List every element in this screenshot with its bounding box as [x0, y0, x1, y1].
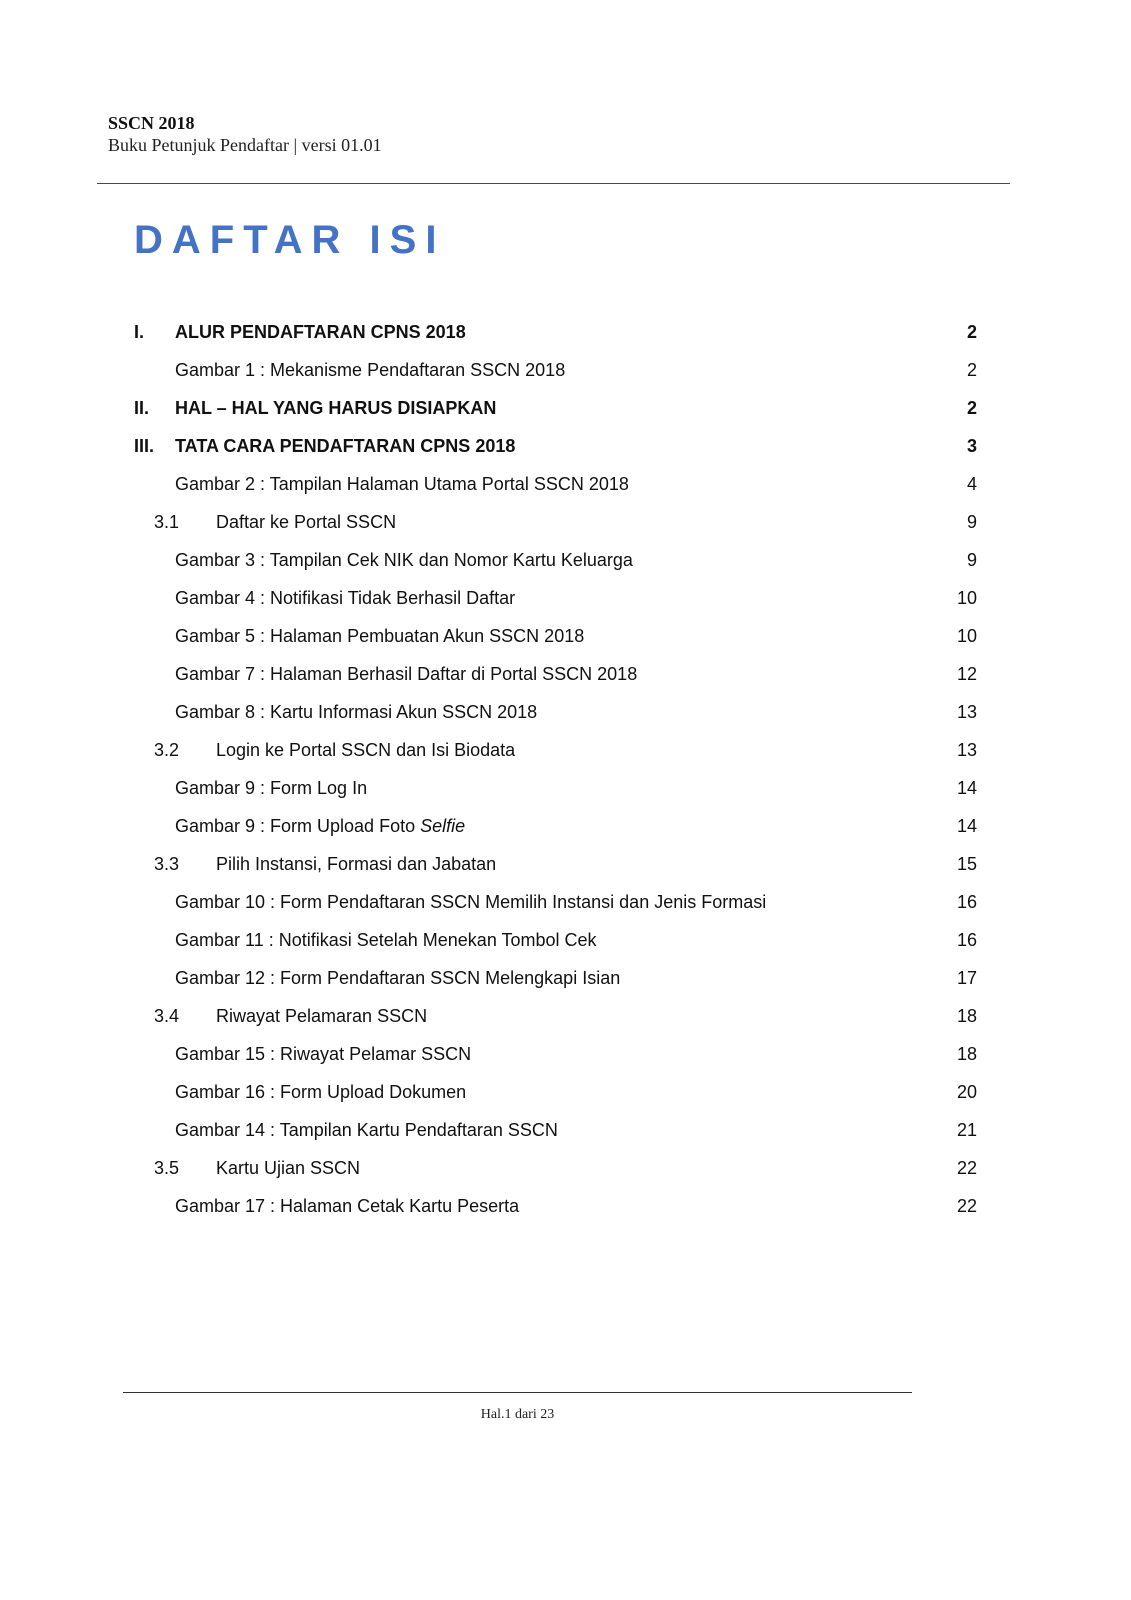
- toc-entry-title-text: Gambar 14 : Tampilan Kartu Pendaftaran SSCN: [175, 1120, 558, 1140]
- toc-entry-title-text: Gambar 7 : Halaman Berhasil Daftar di Portal SSCN 2018: [175, 664, 638, 684]
- toc-entry-section[interactable]: [134, 997, 977, 1035]
- toc-entry-figure[interactable]: [134, 807, 977, 845]
- toc-entry-title: [175, 1073, 466, 1111]
- toc-entry-title-text: HAL – HAL YANG HARUS DISIAPKAN: [175, 398, 497, 418]
- toc-entry-page-number: 22: [956, 1196, 977, 1216]
- toc-entry-title-text: Gambar 8 : Kartu Informasi Akun SSCN 2018: [175, 702, 538, 722]
- toc-entry-page-number: 16: [956, 930, 977, 950]
- toc-entry-title-text: Pilih Instansi, Formasi dan Jabatan: [216, 854, 497, 874]
- toc-entry-figure[interactable]: [134, 351, 977, 389]
- toc-entry-page-number: 17: [956, 968, 977, 988]
- toc-entry-title: [216, 1149, 360, 1187]
- toc-entry-title: [175, 427, 515, 465]
- toc-entry-page-number: 14: [956, 816, 977, 836]
- toc-entry-number: III.: [134, 436, 155, 456]
- toc-entry-title: [175, 465, 629, 503]
- toc-entry-title-text: Riwayat Pelamaran SSCN: [216, 1006, 428, 1026]
- toc-entry-figure[interactable]: [134, 579, 977, 617]
- toc-entry-title-text: Gambar 12 : Form Pendaftaran SSCN Melengkapi Isian: [175, 968, 621, 988]
- toc-entry-title-text: Gambar 9 : Form Upload Foto: [175, 816, 416, 836]
- toc-entry-title-text: Login ke Portal SSCN dan Isi Biodata: [216, 740, 516, 760]
- toc-entry-figure[interactable]: [134, 1187, 977, 1225]
- toc-entry-figure[interactable]: [134, 655, 977, 693]
- toc-entry-title: [175, 655, 637, 693]
- toc-entry-page-number: 2: [966, 360, 977, 380]
- document-title: SSCN 2018: [108, 113, 195, 133]
- toc-entry-title: [175, 693, 537, 731]
- toc-entry-title-text: TATA CARA PENDAFTARAN CPNS 2018: [175, 436, 516, 456]
- toc-entry-figure[interactable]: [134, 693, 977, 731]
- toc-entry-page-number: 10: [956, 588, 977, 608]
- toc-entry-title: [175, 617, 584, 655]
- toc-entry-title-text: Gambar 9 : Form Log In: [175, 778, 368, 798]
- toc-entry-figure[interactable]: [134, 541, 977, 579]
- toc-entry-page-number: 15: [956, 854, 977, 874]
- toc-entry-chapter[interactable]: [134, 389, 977, 427]
- toc-entry-title: [216, 997, 427, 1035]
- toc-entry-title-text: Gambar 1 : Mekanisme Pendaftaran SSCN 2018: [175, 360, 566, 380]
- toc-entry-page-number: 12: [956, 664, 977, 684]
- toc-entry-title: [216, 503, 396, 541]
- toc-entry-figure[interactable]: [134, 1111, 977, 1149]
- toc-entry-title: [175, 351, 565, 389]
- toc-entry-title: [175, 807, 465, 845]
- toc-entry-section[interactable]: [134, 845, 977, 883]
- toc-entry-title-text: Gambar 15 : Riwayat Pelamar SSCN: [175, 1044, 472, 1064]
- toc-entry-title-text: Gambar 11 : Notifikasi Setelah Menekan Tombol Cek: [175, 930, 597, 950]
- toc-entry-page-number: 18: [956, 1044, 977, 1064]
- toc-entry-page-number: 2: [966, 322, 977, 342]
- running-header: [108, 112, 382, 156]
- toc-entry-title: [175, 1035, 471, 1073]
- toc-entry-page-number: 2: [966, 398, 977, 418]
- toc-entry-title: [175, 389, 496, 427]
- toc-entry-figure[interactable]: [134, 1035, 977, 1073]
- toc-entry-title-text: Gambar 17 : Halaman Cetak Kartu Peserta: [175, 1196, 520, 1216]
- toc-entry-title: [175, 921, 597, 959]
- toc-entry-number: 3.2: [154, 740, 180, 760]
- page-number-footer: Hal.1 dari 23: [480, 1407, 555, 1422]
- toc-entry-title: [216, 731, 515, 769]
- toc-entry-chapter[interactable]: [134, 427, 977, 465]
- toc-entry-title-text: Kartu Ujian SSCN: [216, 1158, 361, 1178]
- toc-entry-section[interactable]: [134, 503, 977, 541]
- toc-entry-title-text: ALUR PENDAFTARAN CPNS 2018: [175, 322, 466, 342]
- toc-entry-title: [175, 769, 367, 807]
- toc-entry-figure[interactable]: [134, 1073, 977, 1111]
- footer-divider: [123, 1392, 912, 1393]
- toc-entry-figure[interactable]: [134, 921, 977, 959]
- toc-entry-page-number: 3: [966, 436, 977, 456]
- header-divider: [97, 183, 1010, 184]
- toc-entry-number: II.: [134, 398, 150, 418]
- toc-entry-title-text: Gambar 2 : Tampilan Halaman Utama Portal SSCN 2018: [175, 474, 629, 494]
- toc-entry-title: [175, 579, 515, 617]
- toc-entry-number: I.: [134, 322, 145, 342]
- toc-entry-section[interactable]: [134, 1149, 977, 1187]
- toc-entry-page-number: 13: [956, 702, 977, 722]
- toc-entry-title: [175, 959, 620, 997]
- toc-entry-page-number: 9: [966, 512, 977, 532]
- toc-entry-figure[interactable]: [134, 769, 977, 807]
- toc-entry-title: [216, 845, 496, 883]
- toc-heading: DAFTAR ISI: [134, 218, 446, 262]
- toc-entry-page-number: 21: [956, 1120, 977, 1140]
- toc-entry-page-number: 13: [956, 740, 977, 760]
- toc-entry-page-number: 22: [956, 1158, 977, 1178]
- toc-entry-page-number: 4: [966, 474, 977, 494]
- toc-entry-title: [175, 1111, 558, 1149]
- toc-entry-page-number: 9: [966, 550, 977, 570]
- toc-entry-figure[interactable]: [134, 959, 977, 997]
- toc-entry-title: [175, 1187, 519, 1225]
- toc-entry-page-number: 16: [956, 892, 977, 912]
- table-of-contents: [134, 313, 977, 1225]
- toc-entry-title-italic: Selfie: [420, 816, 466, 836]
- toc-entry-number: 3.4: [154, 1006, 180, 1026]
- toc-entry-figure[interactable]: [134, 617, 977, 655]
- toc-entry-title-text: Daftar ke Portal SSCN: [216, 512, 397, 532]
- toc-entry-page-number: 14: [956, 778, 977, 798]
- toc-entry-chapter[interactable]: [134, 313, 977, 351]
- document-subtitle: Buku Petunjuk Pendaftar | versi 01.01: [108, 135, 382, 155]
- toc-entry-title: [175, 883, 766, 921]
- toc-entry-figure[interactable]: [134, 883, 977, 921]
- toc-entry-page-number: 18: [956, 1006, 977, 1026]
- toc-entry-title-text: Gambar 10 : Form Pendaftaran SSCN Memilih Instansi dan Jenis Formasi: [175, 892, 767, 912]
- toc-entry-number: 3.5: [154, 1158, 180, 1178]
- toc-entry-title: [175, 313, 466, 351]
- toc-entry-section[interactable]: [134, 731, 977, 769]
- toc-entry-page-number: 20: [956, 1082, 977, 1102]
- toc-entry-title-text: Gambar 3 : Tampilan Cek NIK dan Nomor Kartu Keluarga: [175, 550, 633, 570]
- toc-entry-figure[interactable]: [134, 465, 977, 503]
- toc-entry-number: 3.3: [154, 854, 180, 874]
- toc-entry-title-text: Gambar 5 : Halaman Pembuatan Akun SSCN 2018: [175, 626, 585, 646]
- toc-entry-title-text: Gambar 4 : Notifikasi Tidak Berhasil Daftar: [175, 588, 516, 608]
- toc-entry-title-text: Gambar 16 : Form Upload Dokumen: [175, 1082, 467, 1102]
- toc-entry-page-number: 10: [956, 626, 977, 646]
- toc-entry-number: 3.1: [154, 512, 180, 532]
- toc-entry-title: [175, 541, 633, 579]
